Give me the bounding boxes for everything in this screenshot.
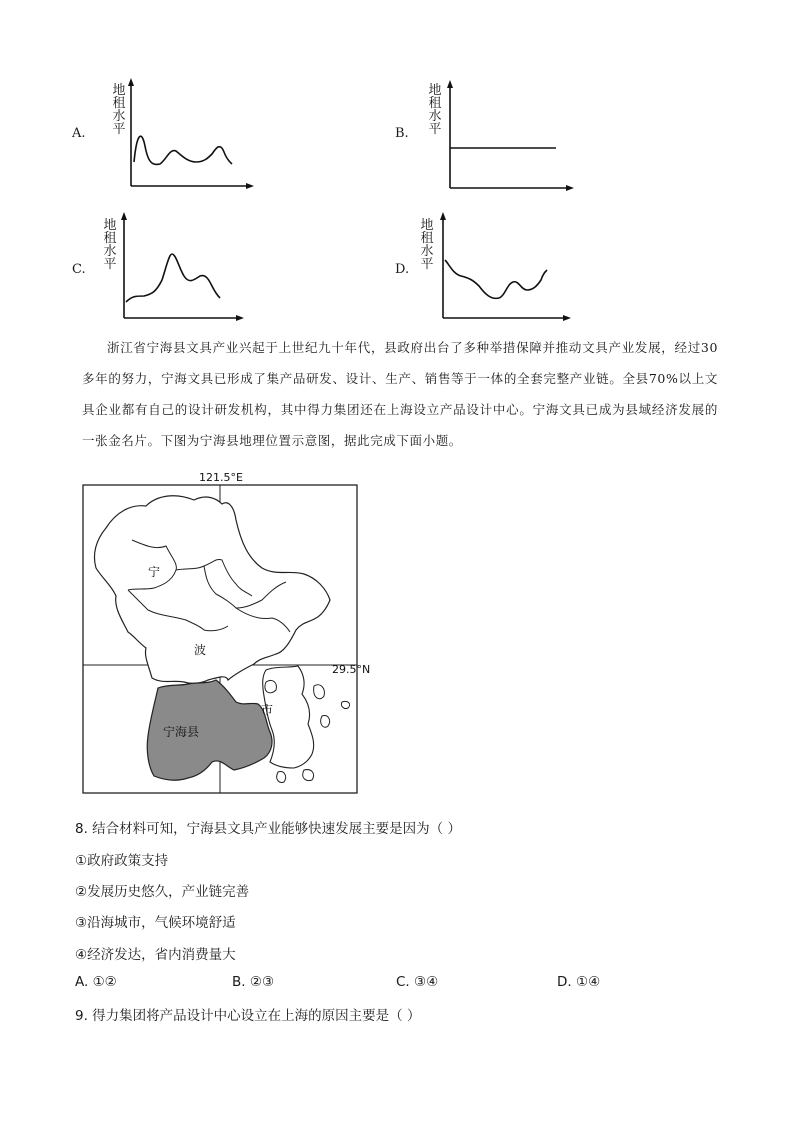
y-axis-arrow: [121, 212, 127, 220]
option-letter: B.: [395, 126, 409, 141]
question-9-stem: 9. 得力集团将产品设计中心设立在上海的原因主要是（ ）: [75, 1008, 421, 1024]
map-label-ning: 宁: [148, 565, 161, 579]
rent-curve: [126, 254, 220, 302]
question-8-item: ④经济发达，省内消费量大: [75, 947, 236, 963]
option-letter: D.: [395, 262, 410, 277]
island: [303, 770, 314, 781]
rent-curve: [445, 260, 547, 298]
choice-a[interactable]: A. ①②: [75, 974, 117, 990]
y-axis-label: 地 租 水 平: [420, 218, 434, 272]
y-axis-label: 地 租 水 平: [112, 83, 126, 137]
y-axis-label: 地 租 水 平: [103, 218, 117, 272]
map-label-bo: 波: [194, 643, 207, 657]
map-label-shi: 市: [261, 703, 274, 717]
x-axis-arrow: [563, 315, 571, 321]
island: [265, 680, 276, 692]
ninghai-location-map: [76, 470, 388, 800]
island: [277, 772, 286, 783]
choice-d[interactable]: D. ①④: [557, 974, 601, 990]
y-axis-label: 地 租 水 平: [428, 83, 442, 137]
question-8-item: ①政府政策支持: [75, 853, 169, 869]
x-axis-arrow: [566, 185, 574, 191]
reading-passage: 浙江省宁海县文具产业兴起于上世纪九十年代，县政府出台了多种举措保障并推动文具产业发展，经过30多年的努力，宁海文具已形成了集产品研发、设计、生产、销售等于一体的全套完整产业链。全县70%以上文具企业都有自己的设计研发机构，其中得力集团还在上海设立产品设计中心。宁海文具已成为县域经济发展的一张金名片。下图为宁海县地理位置示意图，据此完成下面小题。: [82, 340, 718, 448]
x-axis-arrow: [236, 315, 244, 321]
y-axis-arrow: [447, 80, 453, 88]
island: [341, 701, 349, 708]
x-axis-arrow: [246, 183, 254, 189]
rent-curve-chart: [440, 78, 580, 194]
rent-curve-chart: [120, 76, 260, 194]
latitude-label: 29.5°N: [332, 663, 371, 676]
question-8-item: ②发展历史悠久，产业链完善: [75, 884, 250, 900]
island: [321, 716, 330, 728]
option-letter: C.: [72, 262, 86, 277]
y-axis-arrow: [440, 212, 446, 220]
map-label-county: 宁海县: [163, 725, 200, 739]
option-letter: A.: [72, 126, 86, 141]
choice-b[interactable]: B. ②③: [232, 974, 275, 990]
choice-c[interactable]: C. ③④: [396, 974, 439, 990]
rent-curve: [134, 136, 232, 164]
question-8-stem: 8. 结合材料可知，宁海县文具产业能够快速发展主要是因为（ ）: [75, 821, 461, 837]
island: [314, 685, 325, 699]
y-axis-arrow: [128, 78, 134, 86]
rent-curve-chart: [114, 210, 249, 326]
rent-curve-chart: [433, 210, 578, 326]
longitude-label: 121.5°E: [199, 471, 243, 484]
question-8-item: ③沿海城市，气候环境舒适: [75, 915, 236, 931]
